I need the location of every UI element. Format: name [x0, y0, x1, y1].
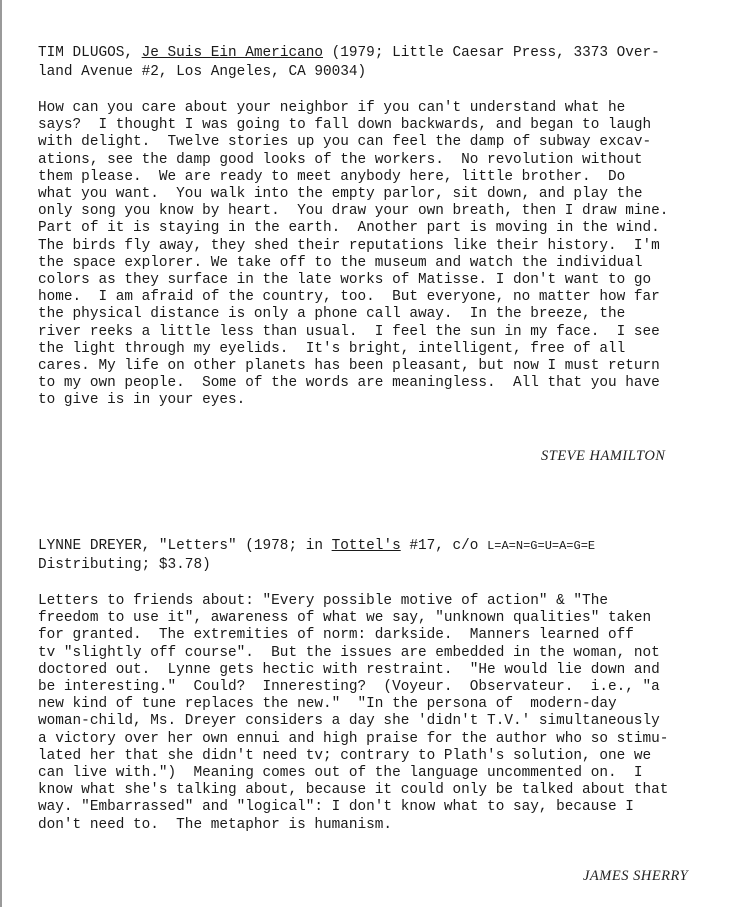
body-line: lated her that she didn't need tv; contrary to Plath's solution, one we [38, 747, 652, 764]
reviewer-signature: JAMES SHERRY [583, 868, 689, 884]
body-line: only song you know by heart. You draw your own breath, then I draw mine. [38, 203, 669, 220]
body-line: to my own people. Some of the words are meaningless. All that you have [38, 375, 660, 392]
review-body [38, 593, 698, 834]
review-dlugos [38, 44, 698, 410]
header-publication: (1979; Little Caesar Press, 3373 Over- [323, 45, 660, 61]
body-line: the physical distance is only a phone call away. In the breeze, the [38, 306, 626, 323]
distributor-name: L=A=N=G=U=A=G=E [487, 539, 596, 553]
body-line: way. "Embarrassed" and "logical": I don't know what to say, because I [38, 799, 634, 816]
body-line: new kind of tune replaces the new." "In the persona of modern-day [38, 696, 617, 713]
body-line: a victory over her own ennui and high praise for the author who so stimu- [38, 730, 669, 747]
review-dreyer [38, 537, 698, 834]
review-body [38, 100, 698, 410]
body-line: colors as they surface in the late works of Matisse. I don't want to go [38, 272, 652, 289]
body-line: them please. We are ready to meet anybody here, little brother. Do [38, 168, 626, 185]
body-line: what you want. You walk into the empty parlor, sit down, and play the [38, 186, 643, 203]
book-title: Je Suis Ein Americano [141, 45, 323, 61]
header-issue: #17, c/o [400, 538, 488, 554]
reviewer-signature: STEVE HAMILTON [541, 448, 666, 464]
body-line: the space explorer. We take off to the museum and watch the individual [38, 254, 643, 271]
body-line: for granted. The extremities of norm: darkside. Manners learned off [38, 627, 634, 644]
body-line: Part of it is staying in the earth. Another part is moving in the wind. [38, 220, 660, 237]
header-author: TIM DLUGOS, [38, 45, 142, 61]
body-line: river reeks a little less than usual. I feel the sun in my face. I see [38, 323, 660, 340]
body-line: can live with.") Meaning comes out of the language uncommented on. I [38, 765, 643, 782]
body-line: tv "slightly off course". But the issues are embedded in the woman, not [38, 644, 660, 661]
header-author: LYNNE DREYER, "Letters" (1978; in [38, 538, 332, 554]
body-line: How can you care about your neighbor if you can't understand what he [38, 100, 626, 116]
body-line: to give is in your eyes. [38, 392, 246, 409]
review-header [38, 44, 698, 82]
review-header [38, 537, 698, 575]
body-line: The birds fly away, they shed their reputations like their history. I'm [38, 237, 660, 254]
body-line: ations, see the damp good looks of the workers. No revolution without [38, 151, 643, 168]
body-line: woman-child, Ms. Dreyer considers a day she 'didn't T.V.' simultaneously [38, 713, 660, 730]
body-line: says? I thought I was going to fall down backwards, and began to laugh [38, 117, 652, 134]
body-line: with delight. Twelve stories up you can feel the damp of subway excav- [38, 134, 652, 151]
body-line: doctored out. Lynne gets hectic with restraint. "He would lie down and [38, 661, 660, 678]
body-line: know what she's talking about, because it could only be talked about that [38, 782, 669, 799]
body-line: freedom to use it", awareness of what we say, "unknown qualities" taken [38, 610, 652, 627]
page-edge [0, 0, 2, 907]
body-line: be interesting." Could? Inneresting? (Voyeur. Observateur. i.e., "a [38, 679, 660, 696]
header-address: land Avenue #2, Los Angeles, CA 90034) [38, 64, 367, 80]
body-line: cares. My life on other planets has been pleasant, but now I must return [38, 358, 660, 375]
body-line: don't need to. The metaphor is humanism. [38, 816, 393, 833]
body-line: Letters to friends about: "Every possible motive of action" & "The [38, 593, 608, 609]
body-line: the light through my eyelids. It's bright, intelligent, free of all [38, 340, 626, 357]
body-line: home. I am afraid of the country, too. But everyone, no matter how far [38, 289, 660, 306]
header-price: Distributing; $3.78) [38, 557, 211, 573]
journal-title: Tottel's [331, 538, 401, 554]
